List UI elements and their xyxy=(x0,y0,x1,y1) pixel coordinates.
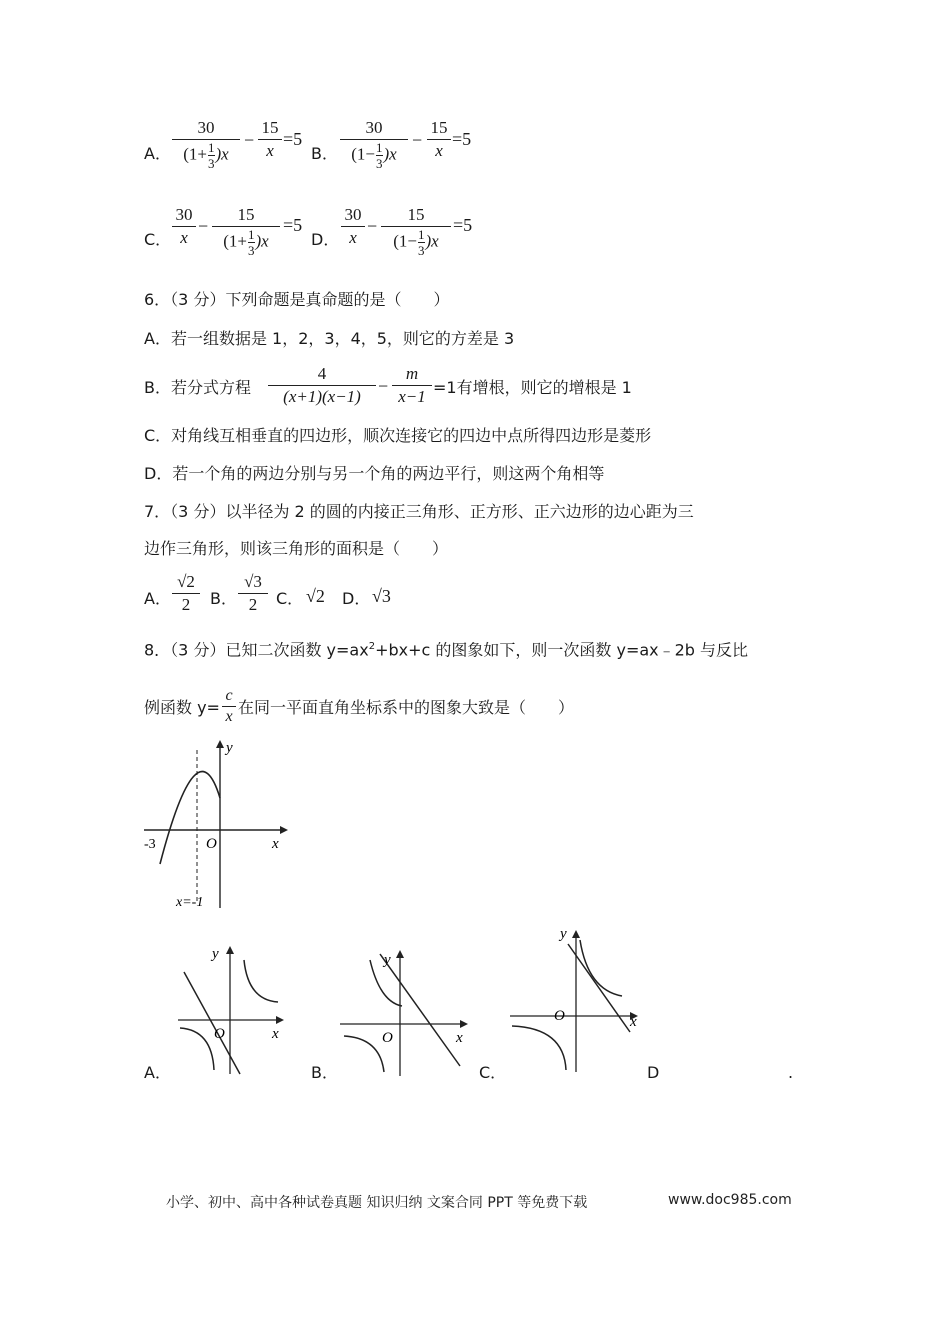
graph-b-y-arrow-icon xyxy=(396,950,404,958)
graph-c-line xyxy=(568,944,630,1032)
q5-c-fraction-2: 15 $(1+\frac{1}{3})x$ xyxy=(212,205,280,257)
graph-b xyxy=(336,940,476,1080)
q8-stem-line2-pre: 例函数 y= xyxy=(144,698,220,717)
graph-c-x-label: x xyxy=(630,1014,637,1030)
q7-c-label: C． xyxy=(276,589,304,608)
q6-option-b-post: =1有增根，则它的增根是 1 xyxy=(433,378,632,397)
q6-option-a: A．若一组数据是 1，2，3，4，5，则它的方差是 3 xyxy=(144,329,515,348)
q5-d-rhs: =5 xyxy=(453,215,473,235)
q6-option-d: D．若一个角的两边分别与另一个角的两边平行，则这两个角相等 xyxy=(144,464,605,483)
q5-c-fraction-1: 30 x xyxy=(172,205,196,248)
graph-a-y-label: y xyxy=(212,946,219,962)
parabola-x-intercept-label: -3 xyxy=(144,837,156,852)
q7-c-value: √2 xyxy=(306,586,325,606)
q7-b-label: B． xyxy=(210,589,237,608)
parabola-x-label: x xyxy=(272,836,279,852)
q6-b-fraction-2: m x−1 xyxy=(392,364,432,407)
graph-b-line xyxy=(380,954,460,1066)
graph-a-curve-2 xyxy=(180,1028,214,1070)
q8-option-a-label: A． xyxy=(144,1063,171,1082)
footer-url[interactable]: www.doc985.com xyxy=(668,1192,792,1208)
graph-a-origin-label: O xyxy=(214,1026,225,1042)
q5-a-minus: − xyxy=(244,130,255,150)
q6-stem: 6．（3 分）下列命题是真命题的是（ ） xyxy=(144,290,450,309)
parabola-figure xyxy=(140,736,290,914)
q7-b-fraction: √3 2 xyxy=(238,572,268,615)
q5-option-a-label: A． xyxy=(144,144,171,163)
q5-a-rhs: =5 xyxy=(283,129,303,149)
q8-fraction: c x xyxy=(222,687,236,726)
q8-option-d-label: D xyxy=(647,1063,660,1082)
q5-c-minus: − xyxy=(198,216,209,236)
q5-b-minus: − xyxy=(412,130,423,150)
graph-c-origin-label: O xyxy=(554,1008,565,1024)
q7-d-value: √3 xyxy=(372,586,391,606)
x-axis-arrow-icon xyxy=(280,826,288,834)
graph-b-curve-2 xyxy=(344,1036,384,1072)
q5-a-fraction-2: 15 x xyxy=(258,118,282,161)
q8-option-c-label: C． xyxy=(479,1063,507,1082)
graph-a-x-arrow-icon xyxy=(276,1016,284,1024)
q5-b-rhs: =5 xyxy=(452,129,472,149)
q5-option-c-label: C． xyxy=(144,230,172,249)
footer-text: 小学、初中、高中各种试卷真题 知识归纳 文案合同 PPT 等免费下载 xyxy=(166,1195,588,1211)
graph-c-curve-2 xyxy=(512,1026,566,1070)
graph-c xyxy=(506,924,646,1076)
graph-b-x-label: x xyxy=(456,1030,463,1046)
q5-a-fraction-1: 30 $(1+\frac{1}{3})x$ xyxy=(172,118,240,170)
graph-a xyxy=(172,940,292,1080)
q7-stem-line1: 7．（3 分）以半径为 2 的圆的内接正三角形、正方形、正六边形的边心距为三 xyxy=(144,502,694,521)
q6-b-fraction-1: 4 (x+1)(x−1) xyxy=(268,364,376,407)
q5-c-rhs: =5 xyxy=(283,215,303,235)
q5-option-d-label: D． xyxy=(311,230,340,249)
graph-c-curve-1 xyxy=(580,940,622,996)
q5-b-fraction-1: 30 $(1-\frac{1}{3})x$ xyxy=(340,118,408,170)
q5-d-minus: − xyxy=(367,216,378,236)
graph-b-origin-label: O xyxy=(382,1030,393,1046)
parabola-origin-label: O xyxy=(206,836,217,852)
q5-d-fraction-2: 15 $(1-\frac{1}{3})x$ xyxy=(381,205,451,257)
graph-b-x-arrow-icon xyxy=(460,1020,468,1028)
graph-b-y-label: y xyxy=(384,952,391,968)
q8-option-d-trail: . xyxy=(788,1063,794,1082)
y-axis-arrow-icon xyxy=(216,740,224,748)
q5-option-b-label: B． xyxy=(311,144,338,163)
q5-d-fraction-1: 30 x xyxy=(341,205,365,248)
graph-a-x-label: x xyxy=(272,1026,279,1042)
q8-stem-line2-post: 在同一平面直角坐标系中的图象大致是（ ） xyxy=(238,698,575,717)
parabola-axis-label: x=-1 xyxy=(176,895,204,910)
parabola-y-label: y xyxy=(226,740,233,756)
q7-stem-line2: 边作三角形，则该三角形的面积是（ ） xyxy=(144,539,449,558)
q6-option-c: C．对角线互相垂直的四边形，顺次连接它的四边中点所得四边形是菱形 xyxy=(144,426,652,445)
q6-option-b-pre: B．若分式方程 xyxy=(144,378,251,397)
q8-stem-line1: 8．（3 分）已知二次函数 $y=ax^2+bx+c$ 的图象如下，则一次函数 y=ax﹣2b 与反比 xyxy=(144,640,749,660)
graph-c-y-label: y xyxy=(560,926,567,942)
q7-a-fraction: √2 2 xyxy=(172,572,200,615)
graph-a-curve-1 xyxy=(244,960,278,1002)
q7-d-label: D． xyxy=(342,589,371,608)
q5-b-fraction-2: 15 x xyxy=(427,118,451,161)
q7-a-label: A． xyxy=(144,589,171,608)
graph-c-y-arrow-icon xyxy=(572,930,580,938)
graph-a-y-arrow-icon xyxy=(226,946,234,954)
q6-b-minus: − xyxy=(378,376,389,396)
q8-option-b-label: B． xyxy=(311,1063,338,1082)
